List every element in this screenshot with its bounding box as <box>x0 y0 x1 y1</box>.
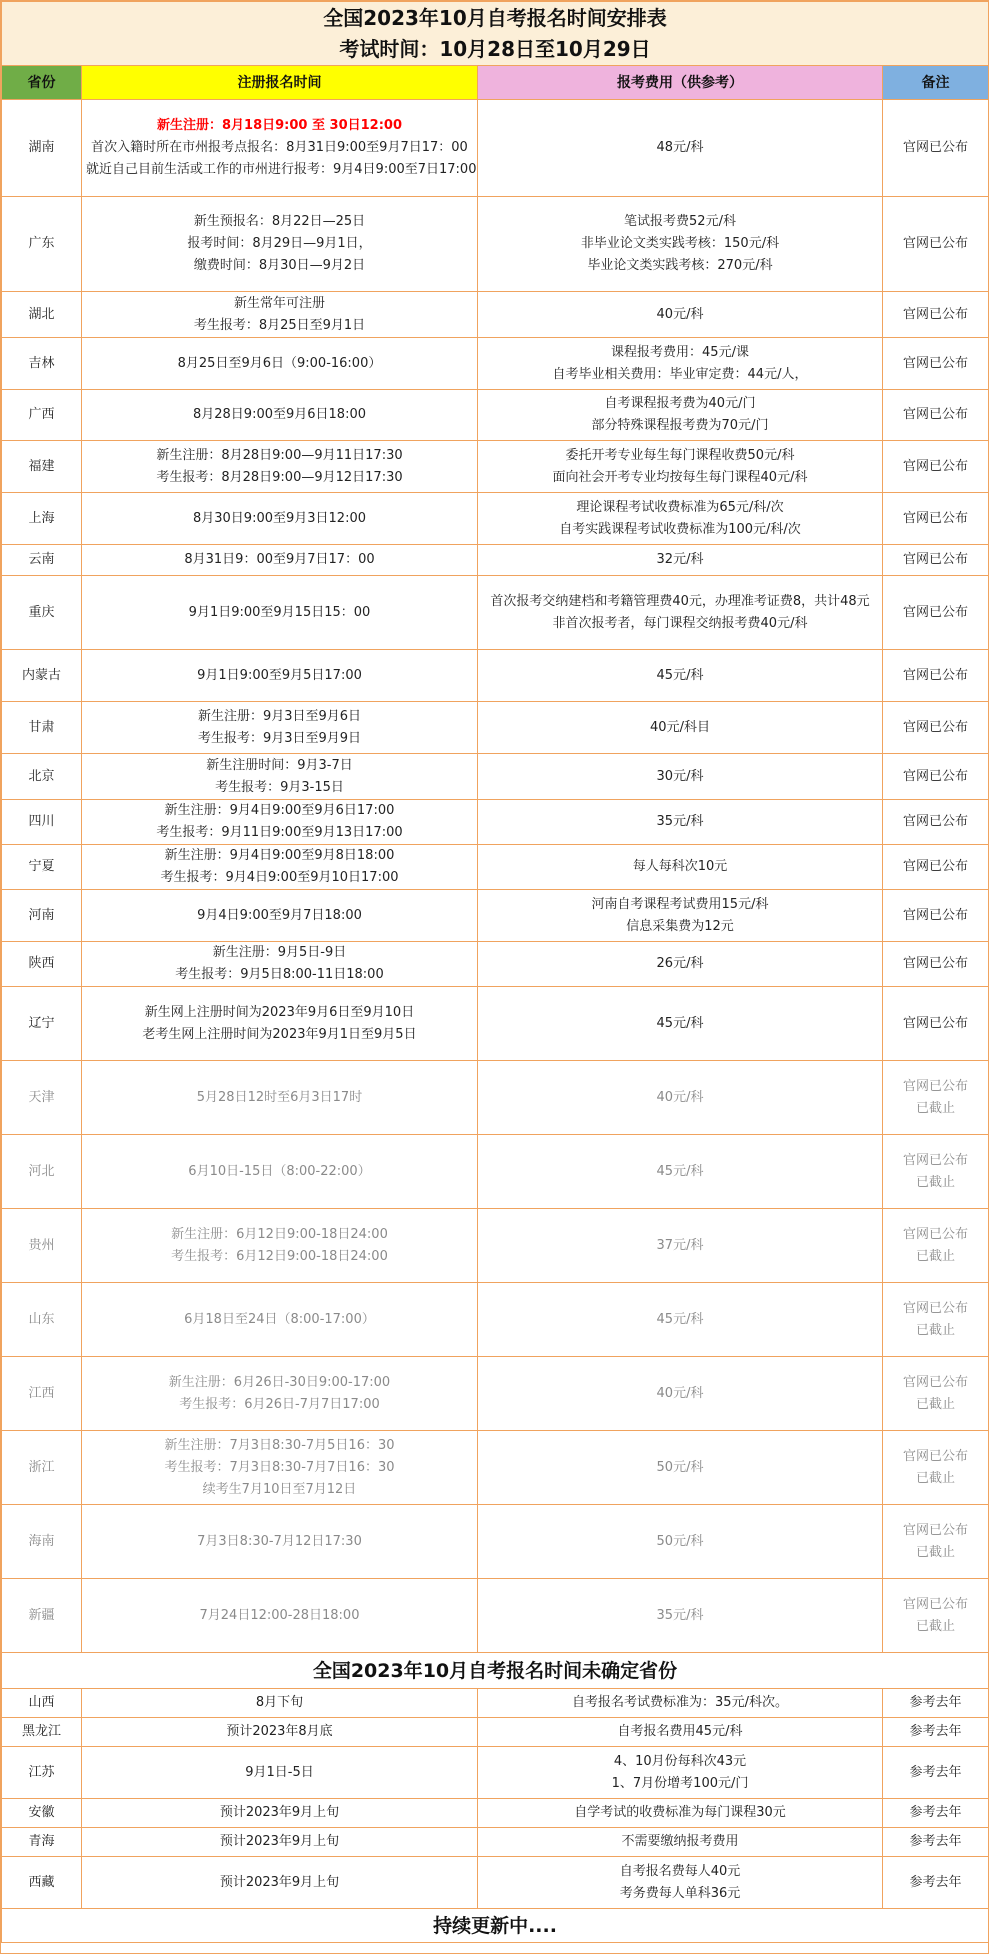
note-cell-line: 官网已公布 <box>902 814 968 829</box>
note-cell <box>883 1505 989 1579</box>
fee-cell-line: 45元/科 <box>656 1311 704 1327</box>
note-cell <box>883 1828 989 1857</box>
note-cell-line: 已截止 <box>915 1174 955 1190</box>
note-cell-line: 官网已公布 <box>902 1596 968 1612</box>
fee-cell-line: 35元/科 <box>656 1607 704 1623</box>
column-header-row <box>2 66 989 100</box>
fee-cell-line: 40元/科 <box>656 1385 704 1401</box>
fee-cell <box>478 1283 883 1357</box>
note-cell <box>883 1431 989 1505</box>
registration-cell <box>82 1799 478 1828</box>
column-header-registration: 注册报名时间 <box>82 66 478 100</box>
registration-cell-line: 8月28日9:00至9月6日18:00 <box>192 407 366 422</box>
table-row <box>2 702 989 754</box>
registration-cell <box>82 942 478 987</box>
fee-cell <box>478 890 883 942</box>
table-row <box>2 1505 989 1579</box>
registration-cell <box>82 987 478 1061</box>
table-row <box>2 890 989 942</box>
fee-cell-line: 自考报名考试费标准为：35元/科次。 <box>572 1695 788 1710</box>
fee-cell-line: 毕业论文类实践考核：270元/科 <box>587 258 773 273</box>
fee-cell-line: 首次报考交纳建档和考籍管理费40元，办理准考证费8，共计48元 <box>490 593 870 609</box>
table-row <box>2 292 989 338</box>
note-cell-line: 官网已公布 <box>902 1078 968 1094</box>
note-cell-line: 参考去年 <box>909 1874 962 1890</box>
note-cell <box>883 1857 989 1909</box>
fee-cell-line: 自考课程报考费为40元/门 <box>604 396 756 411</box>
note-cell <box>883 1799 989 1828</box>
note-cell-line: 官网已公布 <box>902 552 968 567</box>
note-cell <box>883 1579 989 1653</box>
fee-cell-line: 1、7月份增考100元/门 <box>611 1775 749 1791</box>
fee-cell-line: 自考报名费每人40元 <box>619 1863 741 1879</box>
table-row <box>2 1431 989 1505</box>
note-cell <box>883 942 989 987</box>
note-cell-line: 参考去年 <box>909 1695 962 1710</box>
note-cell-line: 官网已公布 <box>902 604 968 620</box>
fee-cell-line: 自考报名费用45元/科 <box>617 1724 743 1739</box>
note-cell <box>883 576 989 650</box>
note-cell-line: 官网已公布 <box>902 1300 968 1316</box>
registration-cell <box>82 1209 478 1283</box>
fee-cell-line: 50元/科 <box>656 1459 704 1475</box>
registration-cell <box>82 702 478 754</box>
note-cell-line: 已截止 <box>915 1100 955 1116</box>
registration-cell <box>82 890 478 942</box>
registration-cell <box>82 1747 478 1799</box>
table-row <box>2 100 989 197</box>
note-cell <box>883 650 989 702</box>
note-cell-line: 已截止 <box>915 1470 955 1486</box>
note-cell-line: 官网已公布 <box>902 667 968 683</box>
province-cell: 新疆 <box>2 1579 82 1653</box>
registration-cell-line: 就近自己目前生活或工作的市州进行报考：9月4日9:00至7日17:00 <box>86 162 477 177</box>
pending-section-row <box>2 1653 989 1689</box>
pending-table-row <box>2 1857 989 1909</box>
registration-cell <box>82 1061 478 1135</box>
province-cell: 内蒙古 <box>2 650 82 702</box>
province-cell: 甘肃 <box>2 702 82 754</box>
registration-cell-line: 考生报考：6月26日-7月7日17:00 <box>179 1396 380 1412</box>
fee-cell-line: 32元/科 <box>656 552 704 567</box>
column-header-fee: 报考费用（供参考） <box>478 66 883 100</box>
province-cell: 上海 <box>2 493 82 545</box>
fee-cell <box>478 1689 883 1718</box>
registration-cell-line: 预计2023年9月上旬 <box>219 1834 340 1849</box>
registration-cell <box>82 1828 478 1857</box>
fee-cell-line: 40元/科 <box>656 306 704 322</box>
table-row <box>2 576 989 650</box>
continuously-updating-footer: 持续更新中.... <box>2 1909 989 1943</box>
fee-cell-line: 课程报考费用：45元/课 <box>611 344 749 360</box>
fee-cell-line: 自考实践课程考试收费标准为100元/科/次 <box>559 521 801 537</box>
registration-cell <box>82 1857 478 1909</box>
note-cell <box>883 1357 989 1431</box>
note-cell-line: 官网已公布 <box>902 510 968 526</box>
province-cell: 浙江 <box>2 1431 82 1505</box>
note-cell-line: 官网已公布 <box>902 1226 968 1242</box>
pending-table-row <box>2 1747 989 1799</box>
fee-cell-line: 自考毕业相关费用：毕业审定费：44元/人， <box>552 366 808 382</box>
note-cell-line: 官网已公布 <box>902 768 968 784</box>
registration-cell <box>82 197 478 292</box>
fee-cell-line: 35元/科 <box>656 814 704 829</box>
table-row <box>2 197 989 292</box>
table-row <box>2 1579 989 1653</box>
registration-cell <box>82 650 478 702</box>
registration-cell-line: 考生报考：7月3日8:30-7月7日16：30 <box>164 1459 395 1475</box>
table-row <box>2 845 989 890</box>
province-cell: 江苏 <box>2 1747 82 1799</box>
registration-cell-line: 考生报考：8月25日至9月1日 <box>193 317 366 333</box>
registration-cell-line: 考生报考：9月3日至9月9日 <box>197 730 362 746</box>
note-cell-line: 官网已公布 <box>902 407 968 422</box>
registration-cell <box>82 1283 478 1357</box>
table-row <box>2 1209 989 1283</box>
note-cell <box>883 545 989 576</box>
province-cell: 陕西 <box>2 942 82 987</box>
registration-cell-line: 8月下旬 <box>255 1695 304 1710</box>
province-cell: 天津 <box>2 1061 82 1135</box>
registration-cell-line: 新生预报名：8月22日—25日 <box>193 214 366 229</box>
fee-cell-line: 每人每科次10元 <box>632 859 728 874</box>
fee-cell <box>478 1357 883 1431</box>
registration-cell-line: 考生报考：9月4日9:00至9月10日17:00 <box>160 870 399 885</box>
fee-cell <box>478 1505 883 1579</box>
registration-cell-line: 考生报考：6月12日9:00-18日24:00 <box>171 1248 388 1264</box>
registration-cell <box>82 441 478 493</box>
exam-time-subtitle: 考试时间：10月28日至10月29日 <box>339 36 651 61</box>
fee-cell-line: 非首次报考者，每门课程交纳报考费40元/科 <box>552 615 808 631</box>
pending-table-row <box>2 1828 989 1857</box>
registration-cell-line: 9月4日9:00至9月7日18:00 <box>197 907 362 923</box>
registration-cell <box>82 338 478 390</box>
schedule-table <box>1 1 989 1943</box>
registration-cell <box>82 1718 478 1747</box>
fee-cell <box>478 1135 883 1209</box>
fee-cell <box>478 650 883 702</box>
fee-cell <box>478 545 883 576</box>
registration-cell-line: 报考时间：8月29日—9月1日， <box>187 236 372 251</box>
note-cell-line: 官网已公布 <box>902 1152 968 1168</box>
registration-cell <box>82 1135 478 1209</box>
registration-cell <box>82 1689 478 1718</box>
registration-cell-line: 预计2023年8月底 <box>226 1724 333 1739</box>
province-cell: 重庆 <box>2 576 82 650</box>
table-row <box>2 754 989 800</box>
fee-cell <box>478 338 883 390</box>
province-cell: 福建 <box>2 441 82 493</box>
fee-cell-line: 笔试报考费52元/科 <box>624 214 736 229</box>
note-cell-line: 官网已公布 <box>902 719 968 735</box>
pending-table-row <box>2 1718 989 1747</box>
note-cell <box>883 338 989 390</box>
registration-cell-line: 新生注册：7月3日8:30-7月5日16：30 <box>164 1437 395 1453</box>
fee-cell <box>478 292 883 338</box>
registration-cell-line: 7月24日12:00-28日18:00 <box>199 1607 360 1623</box>
fee-cell-line: 48元/科 <box>656 140 704 155</box>
table-title-cell <box>2 2 989 66</box>
fee-cell-line: 河南自考课程考试费用15元/科 <box>591 896 769 912</box>
province-cell: 湖南 <box>2 100 82 197</box>
registration-cell-line: 8月30日9:00至9月3日12:00 <box>192 510 366 526</box>
note-cell <box>883 1689 989 1718</box>
pending-table-row <box>2 1689 989 1718</box>
registration-cell-line: 7月3日8:30-7月12日17:30 <box>197 1533 362 1549</box>
note-cell-line: 官网已公布 <box>902 236 968 251</box>
note-cell-line: 已截止 <box>915 1618 955 1634</box>
fee-cell <box>478 800 883 845</box>
fee-cell <box>478 493 883 545</box>
column-header-province: 省份 <box>2 66 82 100</box>
fee-cell-line: 部分特殊课程报考费为70元/门 <box>591 418 769 433</box>
note-cell <box>883 1718 989 1747</box>
fee-cell-line: 30元/科 <box>656 768 704 784</box>
pending-table-row <box>2 1799 989 1828</box>
fee-cell <box>478 1828 883 1857</box>
registration-cell-line: 新生常年可注册 <box>233 295 325 311</box>
table-row <box>2 545 989 576</box>
registration-cell-line: 新生网上注册时间为2023年9月6日至9月10日 <box>144 1004 415 1020</box>
registration-cell-line: 新生注册：9月4日9:00至9月6日17:00 <box>164 803 395 818</box>
province-cell: 山西 <box>2 1689 82 1718</box>
registration-cell <box>82 1357 478 1431</box>
note-cell <box>883 1061 989 1135</box>
note-cell <box>883 493 989 545</box>
fee-cell-line: 37元/科 <box>656 1237 704 1253</box>
note-cell-line: 参考去年 <box>909 1834 962 1849</box>
registration-cell-line: 9月1日9:00至9月5日17:00 <box>197 667 362 683</box>
registration-cell-line: 新生注册：8月28日9:00—9月11日17:30 <box>156 447 403 463</box>
table-row <box>2 1283 989 1357</box>
note-cell-line: 参考去年 <box>909 1724 962 1739</box>
note-cell-line: 已截止 <box>915 1248 955 1264</box>
registration-cell-line: 5月28日12时至6月3日17时 <box>196 1089 363 1105</box>
registration-cell <box>82 845 478 890</box>
registration-cell <box>82 1431 478 1505</box>
table-row <box>2 650 989 702</box>
fee-cell-line: 40元/科目 <box>650 719 710 735</box>
note-cell <box>883 1135 989 1209</box>
registration-cell-line: 首次入籍时所在市州报考点报名：8月31日9:00至9月7日17：00 <box>91 140 468 155</box>
province-cell: 辽宁 <box>2 987 82 1061</box>
note-cell-line: 官网已公布 <box>902 1374 968 1390</box>
note-cell <box>883 292 989 338</box>
registration-cell-line: 考生报考：8月28日9:00—9月12日17:30 <box>156 469 403 485</box>
fee-cell <box>478 100 883 197</box>
note-cell <box>883 197 989 292</box>
registration-cell <box>82 800 478 845</box>
fee-cell-line: 不需要缴纳报考费用 <box>621 1834 739 1849</box>
note-cell <box>883 754 989 800</box>
fee-cell-line: 非毕业论文类实践考核：150元/科 <box>580 236 780 251</box>
note-cell-line: 官网已公布 <box>902 355 968 371</box>
province-cell: 宁夏 <box>2 845 82 890</box>
registration-cell-line: 新生注册：6月12日9:00-18日24:00 <box>171 1226 388 1242</box>
table-row <box>2 1357 989 1431</box>
table-row <box>2 1061 989 1135</box>
note-cell-line: 参考去年 <box>909 1764 962 1780</box>
province-cell: 贵州 <box>2 1209 82 1283</box>
province-cell: 湖北 <box>2 292 82 338</box>
registration-cell-line: 老考生网上注册时间为2023年9月1日至9月5日 <box>142 1026 417 1042</box>
fee-cell <box>478 197 883 292</box>
registration-cell-line: 9月1日9:00至9月15日15：00 <box>188 604 371 620</box>
note-cell <box>883 987 989 1061</box>
registration-cell <box>82 292 478 338</box>
note-cell-line: 官网已公布 <box>902 907 968 923</box>
table-row <box>2 987 989 1061</box>
fee-cell <box>478 1747 883 1799</box>
fee-cell-line: 45元/科 <box>656 1015 704 1031</box>
note-cell <box>883 845 989 890</box>
registration-cell <box>82 390 478 441</box>
fee-cell <box>478 754 883 800</box>
province-cell: 青海 <box>2 1828 82 1857</box>
fee-cell <box>478 1857 883 1909</box>
registration-cell-line: 考生报考：9月11日9:00至9月13日17:00 <box>156 825 403 840</box>
registration-cell-line: 新生注册：9月4日9:00至9月8日18:00 <box>164 848 395 863</box>
registration-cell <box>82 545 478 576</box>
province-cell: 黑龙江 <box>2 1718 82 1747</box>
fee-cell-line: 50元/科 <box>656 1533 704 1549</box>
province-cell: 山东 <box>2 1283 82 1357</box>
registration-cell-line: 缴费时间：8月30日—9月2日 <box>193 258 366 273</box>
fee-cell-line: 45元/科 <box>656 1163 704 1179</box>
registration-cell-line: 8月25日至9月6日（9:00-16:00） <box>177 355 382 371</box>
registration-cell <box>82 493 478 545</box>
fee-cell <box>478 390 883 441</box>
registration-cell <box>82 1579 478 1653</box>
province-cell: 安徽 <box>2 1799 82 1828</box>
table-row <box>2 338 989 390</box>
registration-cell-line: 新生注册：6月26日-30日9:00-17:00 <box>168 1374 391 1390</box>
registration-cell-line: 考生报考：9月5日8:00-11日18:00 <box>175 967 384 982</box>
note-cell-line: 官网已公布 <box>902 1448 968 1464</box>
registration-cell-line: 6月18日至24日（8:00-17:00） <box>184 1311 375 1327</box>
fee-cell <box>478 1061 883 1135</box>
note-cell-line: 官网已公布 <box>902 1015 968 1031</box>
note-cell-line: 官网已公布 <box>902 306 968 322</box>
fee-cell-line: 信息采集费为12元 <box>626 918 734 934</box>
fee-cell <box>478 987 883 1061</box>
note-cell <box>883 800 989 845</box>
table-row <box>2 390 989 441</box>
note-cell-line: 官网已公布 <box>902 458 968 474</box>
registration-cell-line: 9月1日-5日 <box>245 1764 314 1780</box>
note-cell-line: 已截止 <box>915 1544 955 1560</box>
registration-cell-line: 考生报考：9月3-15日 <box>215 779 344 795</box>
fee-cell <box>478 1209 883 1283</box>
registration-cell <box>82 1505 478 1579</box>
fee-cell <box>478 576 883 650</box>
fee-cell <box>478 1718 883 1747</box>
note-cell <box>883 390 989 441</box>
footer-row <box>2 1909 989 1943</box>
fee-cell-line: 45元/科 <box>656 667 704 683</box>
note-cell <box>883 1747 989 1799</box>
registration-cell-line: 新生注册：9月3日至9月6日 <box>197 708 362 724</box>
note-cell-line: 官网已公布 <box>902 859 968 874</box>
column-header-note: 备注 <box>883 66 989 100</box>
registration-cell-line: 6月10日-15日（8:00-22:00） <box>188 1163 371 1179</box>
fee-cell-line: 考务费每人单科36元 <box>619 1885 741 1901</box>
note-cell <box>883 441 989 493</box>
province-cell: 云南 <box>2 545 82 576</box>
note-cell <box>883 1209 989 1283</box>
table-row <box>2 942 989 987</box>
province-cell: 江西 <box>2 1357 82 1431</box>
table-row <box>2 441 989 493</box>
note-cell <box>883 702 989 754</box>
registration-cell-line: 新生注册时间：9月3-7日 <box>206 757 353 773</box>
title-row <box>2 2 989 66</box>
table-title: 全国2023年10月自考报名时间安排表 <box>323 5 667 30</box>
province-cell: 西藏 <box>2 1857 82 1909</box>
fee-cell <box>478 702 883 754</box>
province-cell: 河南 <box>2 890 82 942</box>
province-cell: 河北 <box>2 1135 82 1209</box>
fee-cell-line: 自学考试的收费标准为每门课程30元 <box>574 1805 786 1820</box>
fee-cell <box>478 1431 883 1505</box>
registration-cell <box>82 576 478 650</box>
fee-cell <box>478 441 883 493</box>
note-cell-line: 官网已公布 <box>902 140 968 155</box>
note-cell <box>883 100 989 197</box>
pending-section-title: 全国2023年10月自考报名时间未确定省份 <box>2 1653 989 1689</box>
note-cell-line: 官网已公布 <box>902 1522 968 1538</box>
province-cell: 四川 <box>2 800 82 845</box>
registration-cell-line: 8月31日9：00至9月7日17：00 <box>184 552 375 567</box>
registration-cell <box>82 100 478 197</box>
fee-cell-line: 面向社会开考专业均按每生每门课程40元/科 <box>552 469 808 485</box>
note-cell <box>883 1283 989 1357</box>
note-cell-line: 参考去年 <box>909 1805 962 1820</box>
registration-cell-line: 续考生7月10日至7月12日 <box>202 1481 357 1497</box>
fee-cell <box>478 1799 883 1828</box>
fee-cell <box>478 845 883 890</box>
fee-cell-line: 26元/科 <box>656 956 704 971</box>
province-cell: 广西 <box>2 390 82 441</box>
registration-cell-line: 预计2023年9月上旬 <box>219 1874 340 1890</box>
note-cell-line: 已截止 <box>915 1322 955 1338</box>
note-cell <box>883 890 989 942</box>
province-cell: 北京 <box>2 754 82 800</box>
fee-cell <box>478 1579 883 1653</box>
province-cell: 海南 <box>2 1505 82 1579</box>
fee-cell <box>478 942 883 987</box>
fee-cell-line: 委托开考专业每生每门课程收费50元/科 <box>565 447 795 463</box>
registration-cell <box>82 754 478 800</box>
fee-cell-line: 理论课程考试收费标准为65元/科/次 <box>576 499 784 515</box>
province-cell: 吉林 <box>2 338 82 390</box>
registration-cell-line: 预计2023年9月上旬 <box>219 1805 340 1820</box>
note-cell-line: 已截止 <box>915 1396 955 1412</box>
registration-cell-line: 新生注册：9月5日-9日 <box>212 945 347 960</box>
table-row <box>2 1135 989 1209</box>
fee-cell-line: 40元/科 <box>656 1089 704 1105</box>
new-student-registration-highlight: 新生注册：8月18日9:00 至 30日12:00 <box>157 118 402 133</box>
fee-cell-line: 4、10月份每科次43元 <box>613 1753 747 1769</box>
table-row <box>2 493 989 545</box>
table-row <box>2 800 989 845</box>
province-cell: 广东 <box>2 197 82 292</box>
note-cell-line: 官网已公布 <box>902 956 968 971</box>
